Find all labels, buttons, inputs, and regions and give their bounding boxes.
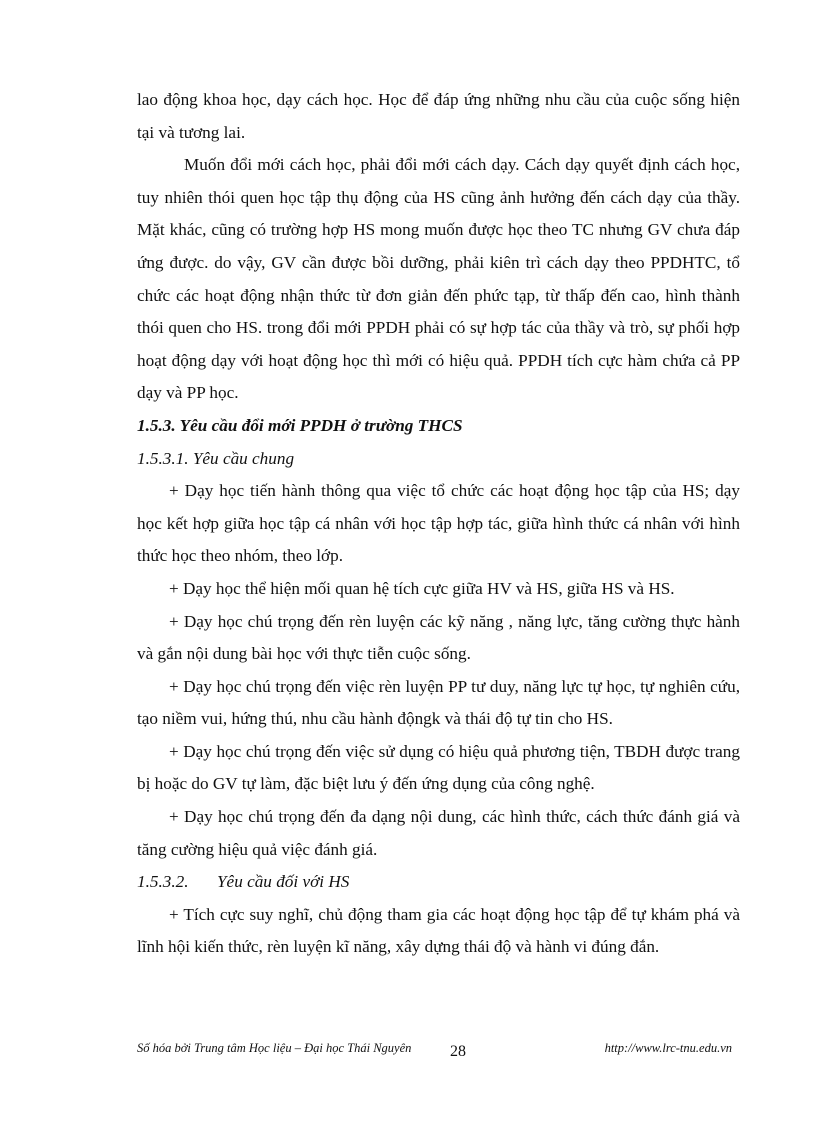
- page-footer: [137, 1035, 740, 1065]
- page-number: 28: [450, 1043, 466, 1060]
- paragraph-teaching-change: Muốn đổi mới cách học, phải đổi mới cách dạy. Cách dạy quyết định cách học, tuy nhiên thói quen học tập thụ động của HS cũng ảnh hưởng đến cách dạy của thầy. Mặt khác, cũng có trường hợp HS mong muốn được học theo TC nhưng GV chưa đáp ứng được. do vậy, GV cần được bồi dưỡng, phải kiên trì cách dạy theo PPDHTC, tổ chức các hoạt động nhận thức từ đơn giản đến phức tạp, từ thấp đến cao, hình thành thói quen cho HS. trong đổi mới PPDH phải có sự hợp tác của thầy và trò, sự phối hợp hoạt động dạy với hoạt động học thì mới có hiệu quả. PPDH tích cực hàm chứa cả PP dạy và PP học.: [137, 155, 740, 403]
- list-item: + Dạy học chú trọng đến rèn luyện các kỹ năng , năng lực, tăng cường thực hành và gắn nội dung bài học với thực tiễn cuộc sống.: [137, 611, 740, 664]
- list-item: + Dạy học thể hiện mối quan hệ tích cực giữa HV và HS, giữa HS và HS.: [169, 578, 675, 598]
- paragraph-continuation: lao động khoa học, dạy cách học. Học để đáp ứng những nhu cầu của cuộc sống hiện tại và tương lai.: [137, 90, 740, 142]
- footer-source-text: Số hóa bởi Trung tâm Học liệu – Đại học Thái Nguyên: [137, 1041, 412, 1055]
- list-item: + Dạy học tiến hành thông qua việc tổ chức các hoạt động học tập của HS; dạy học kết hợp giữa học tập cá nhân với học tập hợp tác, giữa hình thức cá nhân với hình thức học theo nhóm, theo lớp.: [137, 481, 740, 566]
- subsection-number: 1.5.3.2.: [137, 872, 189, 892]
- list-item: + Tích cực suy nghĩ, chủ động tham gia các hoạt động học tập để tự khám phá và lĩnh hội kiến thức, rèn luyện kĩ năng, xây dựng thái độ và hành vi đúng đắn.: [137, 904, 740, 957]
- subsection-heading-1-5-3-2: [137, 866, 740, 899]
- list-item: + Dạy học chú trọng đến việc sử dụng có hiệu quả phương tiện, TBDH được trang bị hoặc do GV tự làm, đặc biệt lưu ý đến ứng dụng của công nghệ.: [137, 741, 740, 794]
- page-body: [137, 84, 740, 964]
- footer-url: http://www.lrc-tnu.edu.vn: [604, 1041, 732, 1055]
- section-heading-1-5-3: 1.5.3. Yêu cầu đổi mới PPDH ở trường THCS: [137, 415, 463, 435]
- list-item: + Dạy học chú trọng đến việc rèn luyện PP tư duy, năng lực tự học, tự nghiên cứu, tạo niềm vui, hứng thú, nhu cầu hành độngk và thái độ tự tin cho HS.: [137, 676, 740, 729]
- subsection-heading-1-5-3-1: 1.5.3.1. Yêu cầu chung: [137, 448, 295, 468]
- subsection-title: Yêu cầu đối với HS: [217, 872, 350, 892]
- list-item: + Dạy học chú trọng đến đa dạng nội dung, các hình thức, cách thức đánh giá và tăng cường hiệu quả việc đánh giá.: [137, 807, 740, 859]
